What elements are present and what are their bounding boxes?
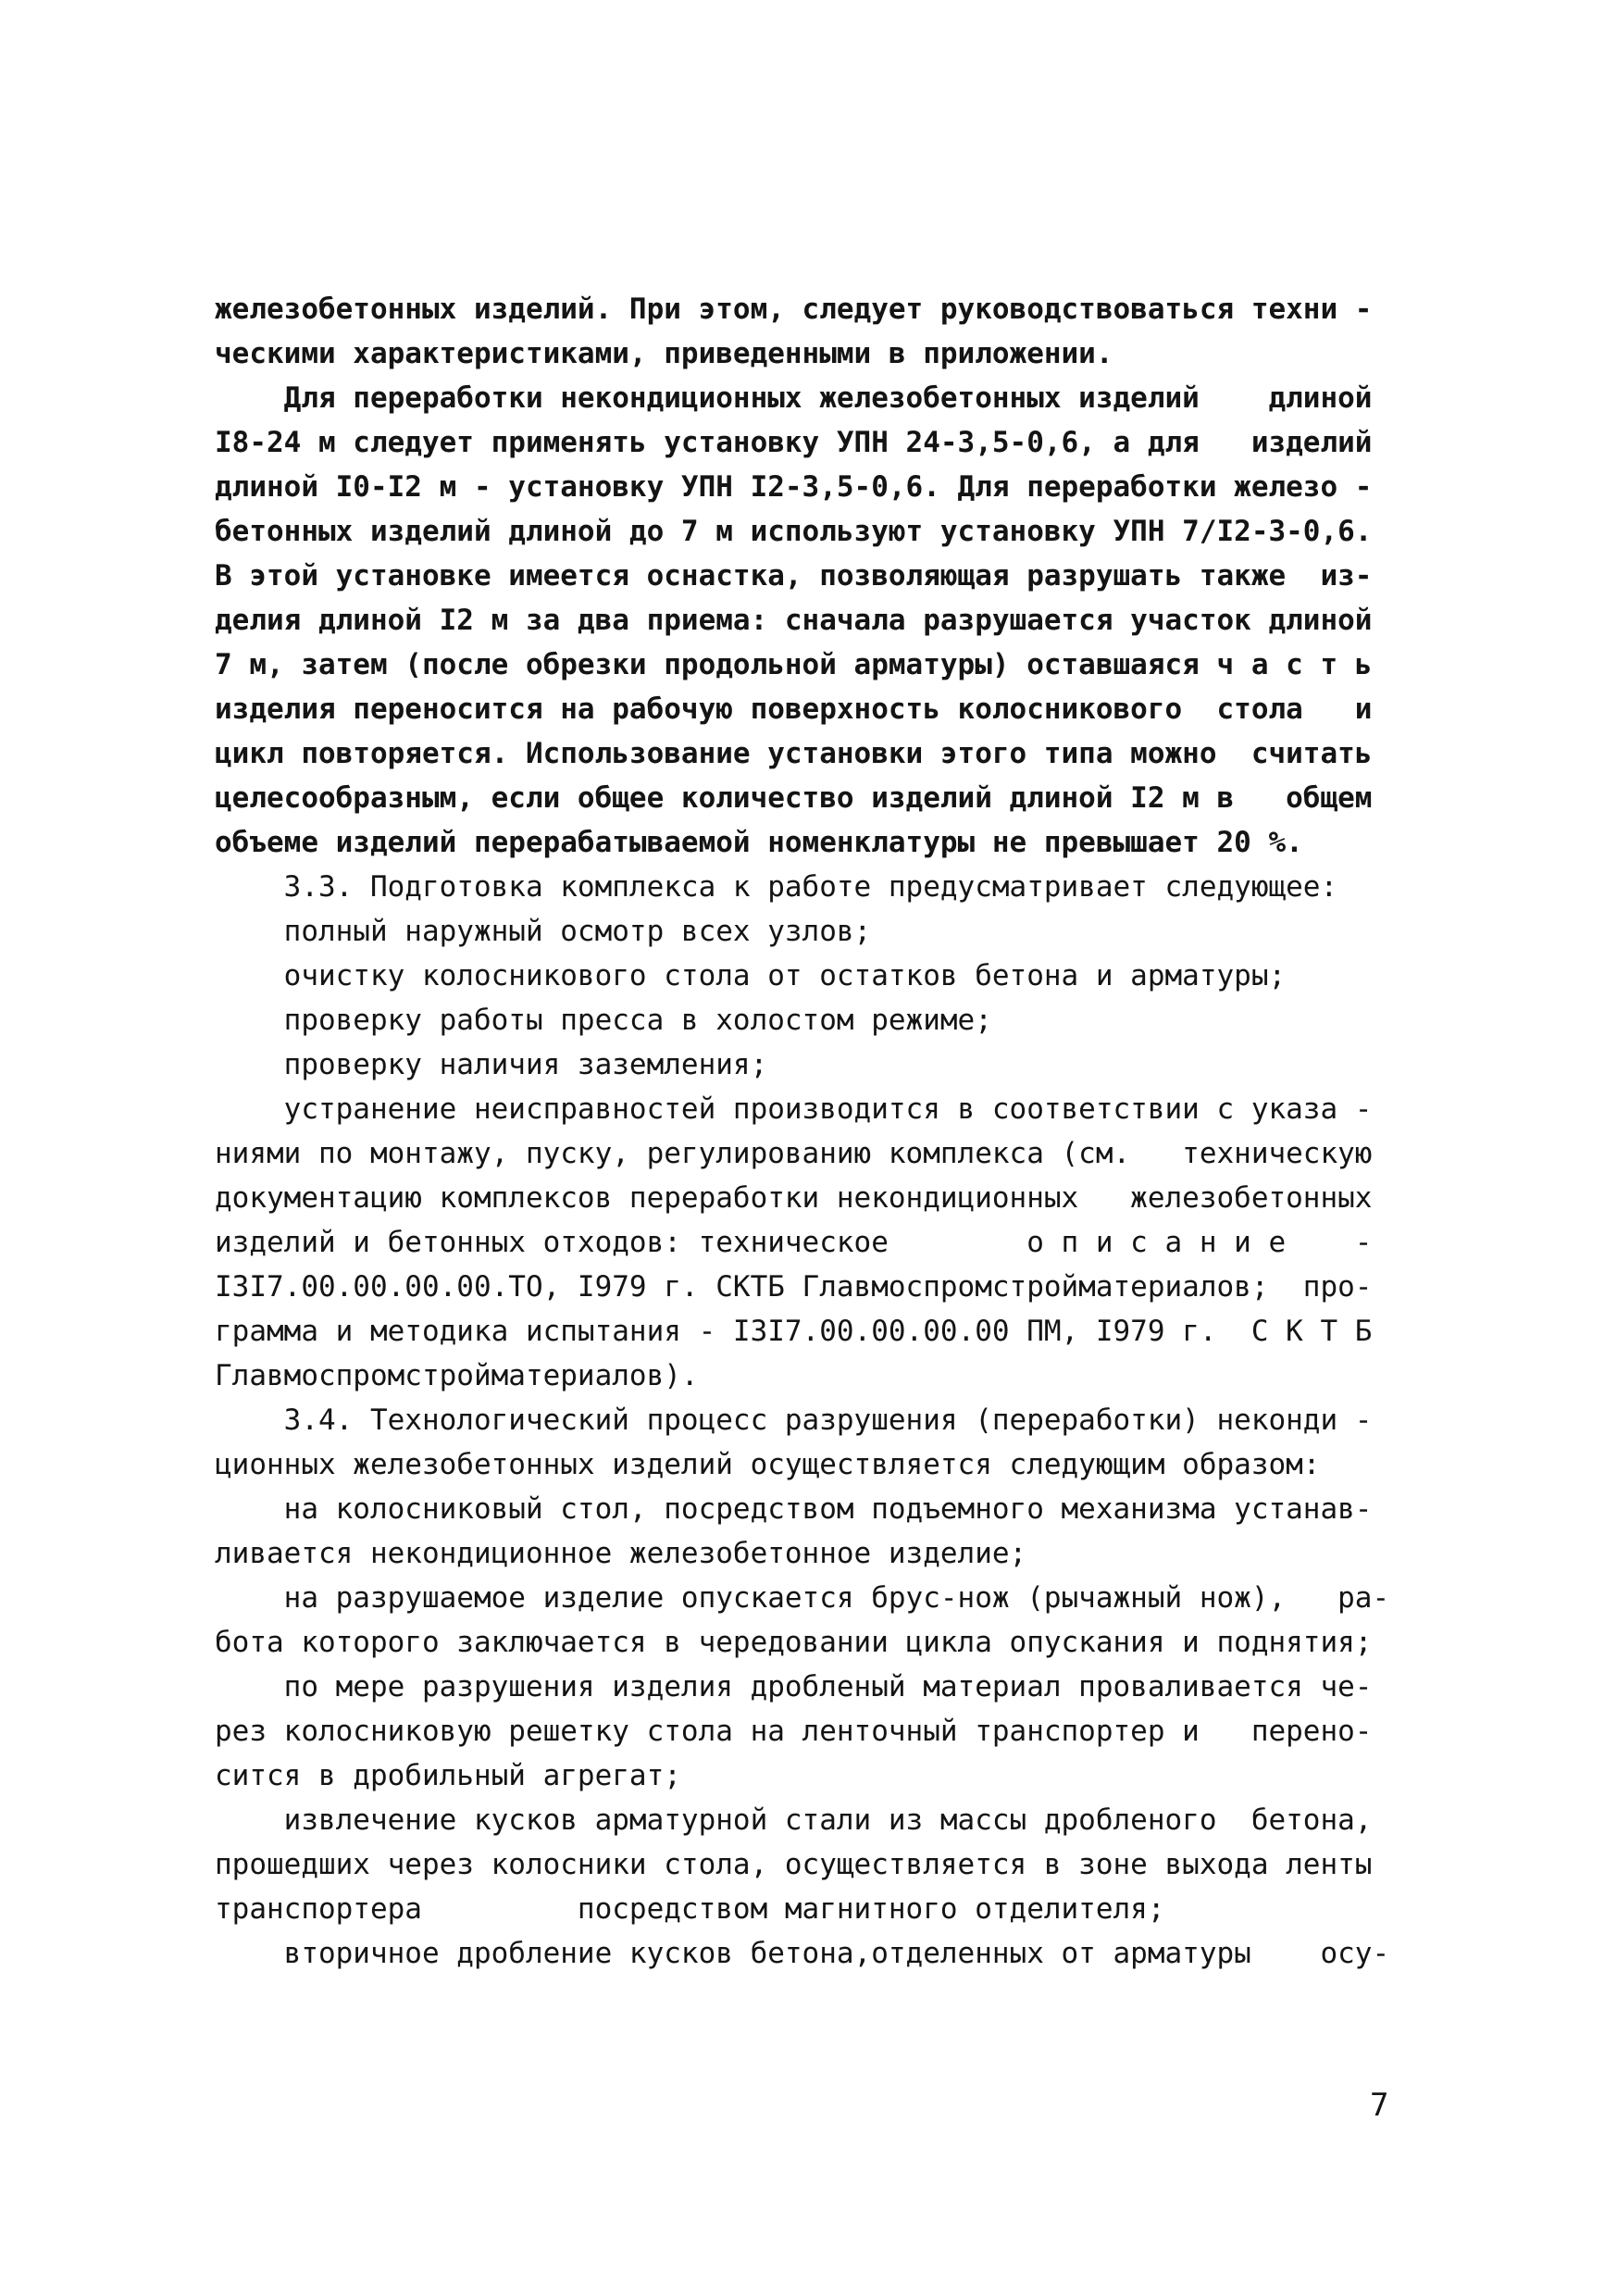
text-line: бетонных изделий длиной до 7 м используют установку УПН 7/I2-3-0,6. bbox=[215, 515, 1373, 548]
text-line: железобетонных изделий. При этом, следует руководствоваться техни - bbox=[215, 293, 1373, 326]
text-line: грамма и методика испытания - I3I7.00.00.00.00 ПМ, I979 г. С К Т Б bbox=[215, 1315, 1373, 1348]
text-line: В этой установке имеется оснастка, позволяющая разрушать также из- bbox=[215, 559, 1373, 593]
text-line: извлечение кусков арматурной стали из массы дробленого бетона, bbox=[215, 1803, 1373, 1837]
text-line: Главмоспромстройматериалов). bbox=[215, 1359, 699, 1392]
text-line: ческими характеристиками, приведенными в приложении. bbox=[215, 337, 1113, 370]
text-line: длиной I0-I2 м - установку УПН I2-3,5-0,6. Для переработки железо - bbox=[215, 470, 1373, 504]
text-line: на разрушаемое изделие опускается брус-нож (рычажный нож), ра- bbox=[215, 1581, 1390, 1615]
text-line: I3I7.00.00.00.00.ТО, I979 г. СКТБ Главмоспромстройматериалов; про- bbox=[215, 1270, 1373, 1304]
text-line: прошедших через колосники стола, осуществляется в зоне выхода ленты bbox=[215, 1848, 1373, 1881]
text-line: I8-24 м следует применять установку УПН 24-3,5-0,6, а для изделий bbox=[215, 426, 1373, 459]
body-text bbox=[215, 287, 1418, 1976]
text-line: изделий и бетонных отходов: техническое о п и с а н и е - bbox=[215, 1226, 1373, 1259]
text-line: сится в дробильный агрегат; bbox=[215, 1759, 681, 1792]
text-line: целесообразным, если общее количество изделий длиной I2 м в общем bbox=[215, 781, 1373, 815]
text-line: полный наружный осмотр всех узлов; bbox=[215, 915, 872, 948]
text-line: проверку работы пресса в холостом режиме; bbox=[215, 1004, 992, 1037]
text-line: очистку колосникового стола от остатков бетона и арматуры; bbox=[215, 959, 1287, 992]
text-line: ливается некондиционное железобетонное изделие; bbox=[215, 1537, 1027, 1570]
text-line: объеме изделий перерабатываемой номенклатуры не превышает 20 %. bbox=[215, 826, 1303, 859]
text-line: документацию комплексов переработки некондиционных железобетонных bbox=[215, 1181, 1373, 1215]
text-line: делия длиной I2 м за два приема: сначала разрушается участок длиной bbox=[215, 604, 1373, 637]
text-line: вторичное дробление кусков бетона,отделенных от арматуры осу- bbox=[215, 1937, 1390, 1970]
text-line: проверку наличия заземления; bbox=[215, 1048, 768, 1081]
text-line: 3.4. Технологический процесс разрушения (переработки) неконди - bbox=[215, 1404, 1373, 1437]
text-line: рез колосниковую решетку стола на ленточный транспортер и перено- bbox=[215, 1715, 1373, 1748]
text-line: устранение неисправностей производится в соответствии с указа - bbox=[215, 1092, 1373, 1126]
text-line: 3.3. Подготовка комплекса к работе предусматривает следующее: bbox=[215, 870, 1338, 904]
page-number: 7 bbox=[1370, 2087, 1389, 2124]
text-line: ниями по монтажу, пуску, регулированию комплекса (см. техническую bbox=[215, 1137, 1373, 1170]
text-line: цикл повторяется. Использование установки этого типа можно считать bbox=[215, 737, 1373, 770]
text-line: Для переработки некондиционных железобетонных изделий длиной bbox=[215, 381, 1373, 415]
text-line: изделия переносится на рабочую поверхность колосникового стола и bbox=[215, 693, 1373, 726]
text-line: транспортера посредством магнитного отделителя; bbox=[215, 1892, 1165, 1926]
text-line: 7 м, затем (после обрезки продольной арматуры) оставшаяся ч а с т ь bbox=[215, 648, 1373, 681]
text-line: на колосниковый стол, посредством подъемного механизма устанав- bbox=[215, 1492, 1373, 1526]
text-line: бота которого заключается в чередовании цикла опускания и поднятия; bbox=[215, 1626, 1373, 1659]
text-line: ционных железобетонных изделий осуществляется следующим образом: bbox=[215, 1448, 1321, 1481]
text-line: по мере разрушения изделия дробленый материал проваливается че- bbox=[215, 1670, 1373, 1703]
